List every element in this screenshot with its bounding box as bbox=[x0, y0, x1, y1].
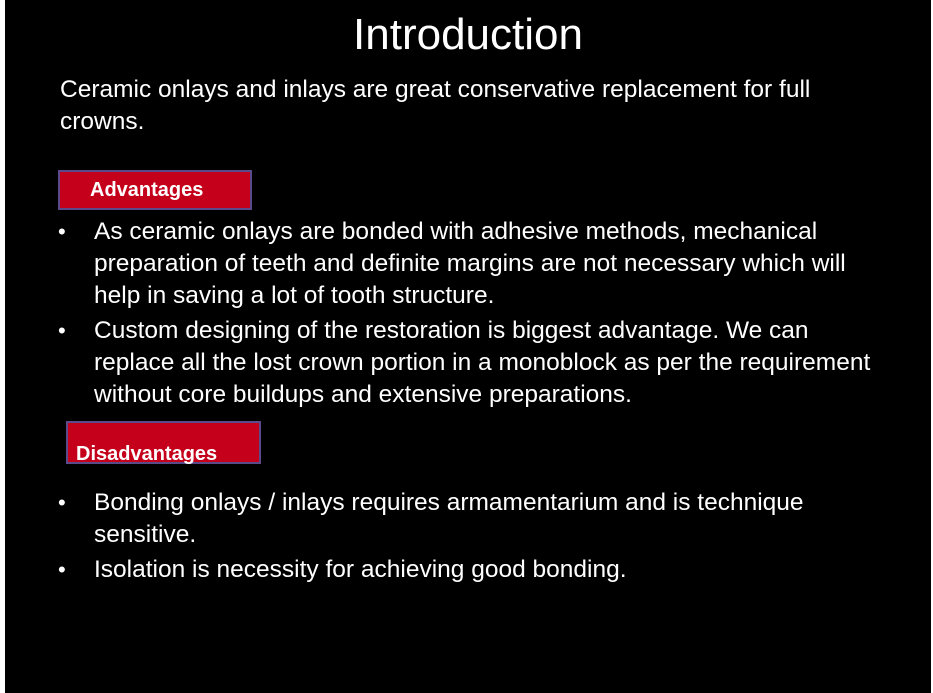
slide bbox=[5, 0, 931, 693]
list-item bbox=[55, 487, 885, 551]
bullet-icon: • bbox=[58, 557, 66, 582]
intro-paragraph: Ceramic onlays and inlays are great conservative replacement for full crowns. bbox=[60, 76, 811, 135]
advantage-text: As ceramic onlays are bonded with adhesive methods, mechanical preparation of teeth and definite margins are not necessary which will help in saving a lot of tooth structure. bbox=[94, 218, 846, 309]
disadvantage-text: Isolation is necessity for achieving good bonding. bbox=[94, 556, 627, 583]
slide-title: Introduction bbox=[353, 10, 583, 59]
disadvantage-text: Bonding onlays / inlays requires armamentarium and is technique sensitive. bbox=[94, 489, 804, 548]
disadvantages-list bbox=[55, 487, 885, 589]
disadvantages-badge: Disadvantages bbox=[66, 421, 261, 464]
list-item bbox=[55, 216, 885, 312]
bullet-icon: • bbox=[58, 219, 66, 244]
list-item bbox=[55, 315, 885, 411]
advantage-text: Custom designing of the restoration is biggest advantage. We can replace all the lost crown portion in a monoblock as per the requirement without core buildups and extensive preparations. bbox=[94, 317, 871, 408]
list-item bbox=[55, 554, 885, 586]
bullet-icon: • bbox=[58, 490, 66, 515]
bullet-icon: • bbox=[58, 318, 66, 343]
advantages-list bbox=[55, 216, 885, 414]
advantages-badge: Advantages bbox=[58, 170, 252, 210]
